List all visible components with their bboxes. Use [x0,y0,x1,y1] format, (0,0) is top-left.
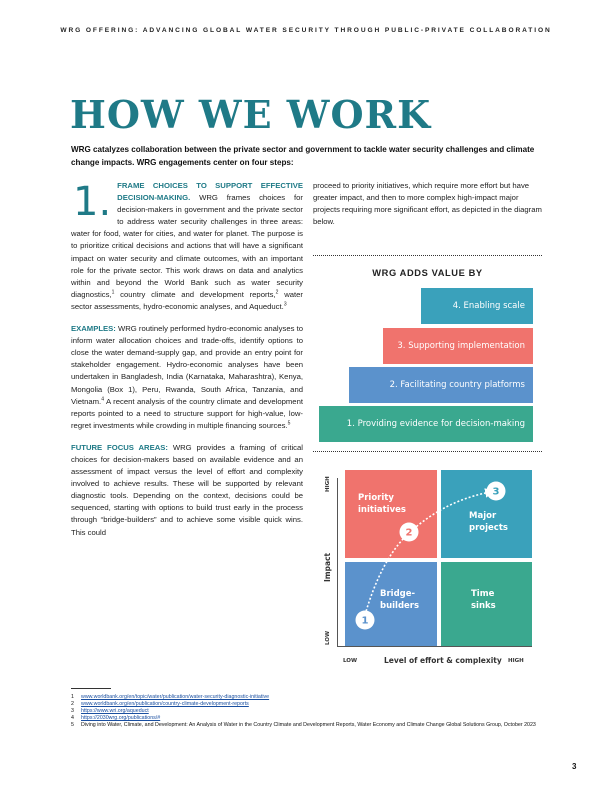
footnote-ref: 1 [111,289,115,296]
footnote-2 [71,701,551,708]
footnote-text: Diving into Water, Climate, and Development: An Analysis of Water in the Country Climate and Development Reports, Water Economy and Climate Change Global Solutions Group, October 2023 [81,722,536,729]
y-axis-high: HIGH [325,476,331,492]
marker-2 [398,521,420,543]
marker-label: 3 [492,486,500,498]
footnote-number: 4 [71,715,74,722]
step-bar-3 [383,328,533,364]
examples-body: A recent analysis of the country climate and development reports pointed to a need to structure support for high-value, low-regret investments while crowding in multiple financing sources. [71,396,303,430]
y-axis-line [337,478,338,646]
footnotes [71,694,551,729]
quadrant-label: Major projects [469,511,508,533]
future-paragraph [71,442,303,539]
page-number: 3 [572,762,577,771]
marker-1 [354,609,376,631]
footnote-link[interactable]: https://2030wrg.org/publications/# [81,715,161,722]
step-body: WRG frames choices for decision-makers in government and the private sector to address water security challenges in three areas: water for food, water for cities, and water for planet. The purpose is to prioritize critical decisions and actions that will have a significant impact on water security and climate outcomes, with an important role for the private sector. This work draws on data and analytics within and beyond the World Bank such as water security diagnostics, [71,193,303,299]
running-header: WRG OFFERING: ADVANCING GLOBAL WATER SECURITY THROUGH PUBLIC-PRIVATE COLLABORATION [60,27,552,34]
divider-middle [313,451,542,452]
step-body: country climate and development reports, [114,289,276,299]
divider-top [313,255,542,256]
step-bar-label: 1. Providing evidence for decision-making [346,419,525,429]
footnote-ref: 2 [275,289,279,296]
examples-heading: EXAMPLES: [71,324,116,334]
quadrant-label: Time sinks [471,589,496,611]
footnote-ref: 4 [101,396,104,403]
x-axis-line [337,646,532,647]
footnote-number: 5 [71,722,74,729]
step-body: water sector assessments, hydro-economic analyses, and Aqueduct. [71,289,303,311]
x-axis-high: HIGH [508,658,524,664]
future-heading: FUTURE FOCUS AREAS: [71,442,168,452]
step-bar-label: 3. Supporting implementation [397,341,525,351]
y-axis-label: Impact [323,552,332,582]
right-column-paragraph: proceed to priority initiatives, which require more effort but have greater impact, and then to more complex high-impact major projects requiring more significant effort, as depicted in the diagram below. [313,181,542,227]
quadrant-label: Priority initiatives [358,493,406,515]
intro-paragraph: WRG catalyzes collaboration between the private sector and government to tackle water security challenges and climate change impacts. WRG engagements center on four steps: [71,145,535,167]
step-bar-1 [319,406,533,442]
footnote-5 [71,722,551,729]
y-axis-low: LOW [325,630,331,645]
footnote-1 [71,694,551,701]
footnote-4 [71,715,551,722]
footnote-ref: 3 [283,301,287,308]
step-number: 1. [73,179,112,225]
page-title: HOW WE WORK [70,92,432,137]
footnote-link[interactable]: www.worldbank.org/en/topic/water/publication/water-security-diagnostic-initiative [81,694,270,700]
footnote-link[interactable]: www.worldbank.org/en/publication/country-climate-development-reports [81,701,249,708]
footnote-ref: 5 [287,420,291,427]
marker-3 [485,480,507,502]
footnote-rule [71,688,111,689]
marker-label: 2 [405,527,413,539]
step-bar-label: 2. Facilitating country platforms [389,380,525,390]
x-axis-low: LOW [343,658,358,664]
step-heading: FRAME CHOICES TO SUPPORT EFFECTIVE DECISION-MAKING. [117,181,303,203]
quadrant-label: Bridge-builders [380,589,420,611]
step-bar-2 [349,367,533,403]
footnote-number: 2 [71,701,74,708]
examples-paragraph [71,323,303,432]
footnote-3 [71,708,551,715]
step-bar-label: 4. Enabling scale [452,301,525,311]
footnote-number: 1 [71,694,74,700]
footnote-number: 3 [71,708,74,715]
step-bar-4 [421,288,533,324]
footnote-link[interactable]: https://www.wri.org/aqueduct [81,708,149,715]
x-axis-label: Level of effort & complexity [384,656,502,665]
right-column [313,180,542,228]
diagram-title: WRG ADDS VALUE BY [372,268,483,278]
step-one-paragraph [71,180,303,313]
examples-body: WRG routinely performed hydro-economic analyses to inform water allocation choices and trade-offs, identify options to close the water demand-supply gap, and provide an entry point for stakeholder engagement. Hydro-economic analyses have been undertaken in Bangladesh, India (Karnataka, Maharashtra), Kenya, Mongolia (Box 1), Peru, Rwanda, South Africa, Tanzania, and Vietnam. [71,324,303,406]
marker-label: 1 [361,615,369,627]
left-column [71,180,303,549]
future-body: WRG provides a framing of critical choices for decision-makers based on available evidence and an assessment of impact versus the level of effort and complexity involved to achieve results. These will be supported by relevant diagnostic tools. Depending on the context, decisions could be sequenced, starting with options to build trust early in the process through “bridge-builders” and to achieve some visible quick wins. This could [71,442,303,537]
